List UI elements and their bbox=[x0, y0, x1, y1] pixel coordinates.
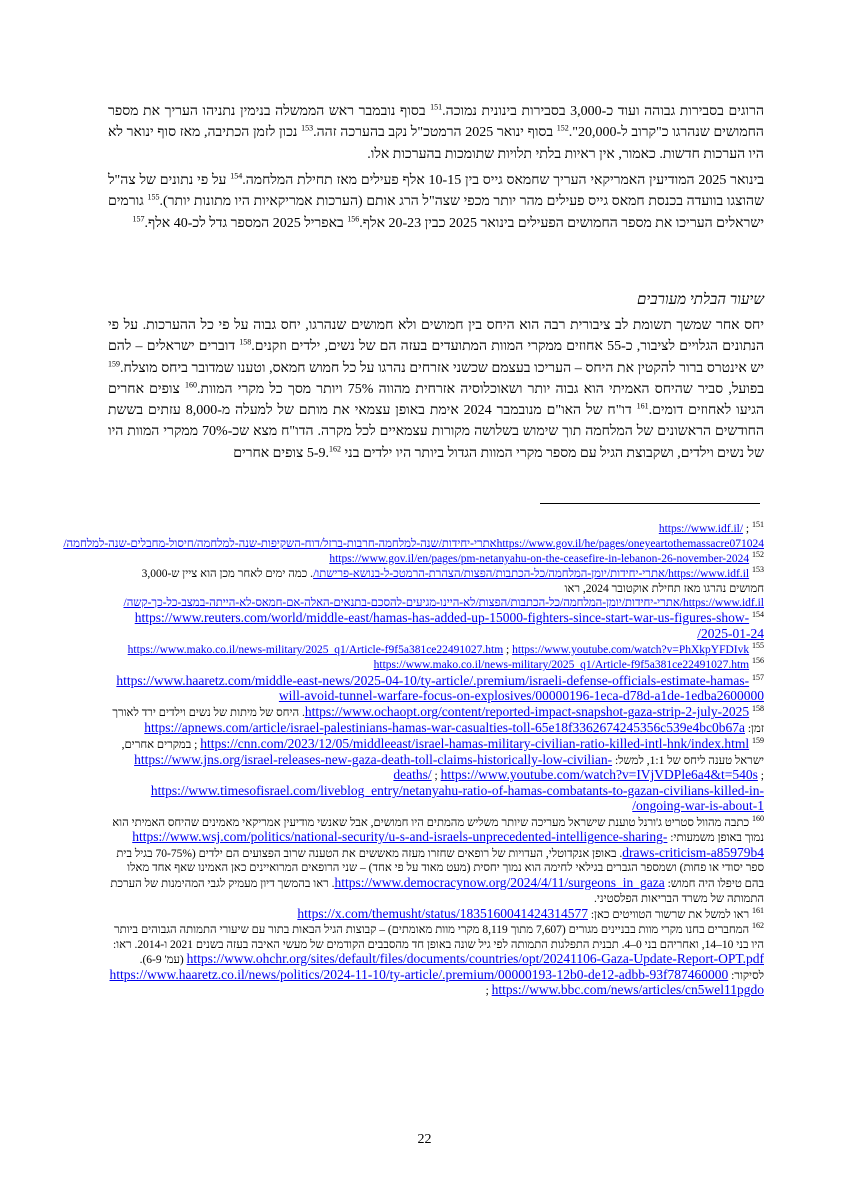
section-heading: שיעור הבלתי מעורבים bbox=[637, 292, 764, 308]
footnote-ref[interactable]: 161 bbox=[636, 401, 649, 411]
footnote-ref[interactable]: 160 bbox=[185, 380, 198, 390]
footnote-link[interactable]: https://www.haaretz.co.il/news/politics/2024-11-10/ty-article/.premium/00000193-12b0-de12-adbb-93f787460000 bbox=[109, 966, 729, 982]
footnote-link[interactable]: https://www.idf.il/ bbox=[664, 567, 750, 580]
footnote-text: (עמ' 6-9). לסיקור: bbox=[139, 954, 764, 982]
footnote-number: 154 bbox=[752, 610, 764, 620]
paragraph-text: בפועל, סביר שהיחס האמיתי הוא גבוה יותר ושאוכלוסיה אזרחית מהווה 75% ויותר מסך כל מקרי המוות. bbox=[197, 381, 764, 397]
footnote-text: ; bbox=[485, 985, 492, 998]
paragraph-text: בינואר 2025 המודיעין האמריקאי העריך שחמאס גייס בין 10-15 אלף פעילים מאז תחילת המלחמה. bbox=[242, 173, 764, 188]
footnote-number: 160 bbox=[752, 813, 764, 823]
footnote-number: 152 bbox=[752, 549, 764, 559]
footnote-text: ; bbox=[757, 770, 764, 783]
paragraph-text: צופים אחרים bbox=[233, 445, 307, 461]
footnote-number: 151 bbox=[752, 520, 764, 530]
footnote-link[interactable]: https://www.idf.il/ bbox=[658, 523, 744, 535]
footnote-link[interactable]: https://www.haaretz.com/middle-east-news/2025-04-10/ty-article/.premium/israeli-defense-officials-estimate-hamas-will-avoid-tunnel-warfare-focus-on-explosives/00000196-1eca-d78d-a1de-1edba2600000 bbox=[116, 672, 764, 704]
footnote-link[interactable]: אתרי-יחידות/שנה-למלחמה-חרבות-ברזל/דוח-השקיפות-שנה-למלחמה/חיסול-מחבלים-שנה-למלחמה/ bbox=[63, 537, 497, 550]
footnote-link[interactable]: https://www.democracynow.org/2024/4/11/surgeons_in_gaza bbox=[334, 875, 665, 890]
footnote-161 bbox=[108, 907, 764, 923]
footnote-153 bbox=[108, 567, 764, 611]
paragraph-text: על פי נתונים של צה"ל שהוצגו בוועדה בכנסת חמאס גייס פעילים מהר יותר מכפי שצה"ל הרג אותם (הערכות אמריקאיות היו מתונות יותר). bbox=[108, 173, 764, 210]
footnote-text: כתבה מהוול סטריט ג'ורנל טוענת שישראל מעריכה שיותר משליש מהמתים היו חמושים, אבל שאנשי מודיעין אמריקאי מאמינים שהיחס האמיתי הוא נמוך באופן משמעותי: bbox=[112, 816, 764, 845]
footnote-text: . היחס של מיתות של נשים וילדים ירד לאורך זמן: bbox=[112, 707, 764, 735]
footnote-number: 157 bbox=[752, 672, 764, 682]
footnote-number: 161 bbox=[752, 905, 764, 915]
paragraph-text: הרוגים בסבירות גבוהה ועוד כ-3,000 בסבירות בינונית נמוכה. bbox=[442, 104, 764, 119]
paragraph-text: באפריל 2025 המספר גדל לכ-40 אלף. bbox=[144, 215, 348, 231]
footnote-link[interactable]: https://www.wsj.com/politics/national-security/u-s-and-israels-unprecedented-intelligence-sharing-draws-criticism-a85979b4 bbox=[132, 829, 764, 860]
footnote-link[interactable]: https://apnews.com/article/israel-palestinians-hamas-war-casualties-toll-65e18f3362674245356c539e4bc0b67a bbox=[144, 719, 745, 735]
footnote-link[interactable]: https://www.mako.co.il/news-military/2025_q1/Article-f9f5a381ce22491027.htm bbox=[127, 644, 504, 657]
footnote-159 bbox=[108, 737, 764, 815]
paragraph-text: בסוף נובמבר ראש הממשלה בנימין נתניהו העריך את מספר החמושים שנהרגו כ"קרוב ל-20,000". bbox=[108, 104, 764, 141]
footnote-text: ; bbox=[431, 770, 441, 783]
footnote-151 bbox=[63, 520, 764, 551]
footnote-link[interactable]: אתרי-יחידות/יומן-המלחמה/כל-הכתבות/הפצות/לא-היינו-מגיעים-להסכם-בתנאים-האלה-אם-חמאס-לא-הייתה-במצב-כל-כך-קשה/ bbox=[123, 597, 680, 610]
paragraph-text: נכון לזמן הכתיבה, מאז סוף ינואר לא היו הערכות חדשות. כאמור, אין ראיות בלתי תלויות שתומכות בהערכות אלו. bbox=[108, 125, 764, 162]
footnote-157 bbox=[108, 674, 764, 705]
footnotes bbox=[63, 520, 764, 999]
paragraph-text: צופים אחרים הגיעו לאחוזים דומים. bbox=[108, 381, 764, 419]
footnote-154 bbox=[108, 611, 764, 642]
footnote-link[interactable]: https://www.ochaopt.org/content/reported-impact-snapshot-gaza-strip-2-july-2025 bbox=[304, 704, 750, 720]
footnote-number: 153 bbox=[752, 565, 764, 575]
footnote-text: ; במקרים אחרים, ישראל טענה ליחס של 1:1, למשל: bbox=[121, 739, 764, 767]
footnote-ref[interactable]: 158 bbox=[239, 337, 252, 347]
body-paragraph-3 bbox=[108, 315, 764, 464]
footnote-ref[interactable]: 155 bbox=[147, 192, 160, 202]
footnote-ref[interactable]: 153 bbox=[301, 123, 314, 133]
footnote-link[interactable]: אתרי-יחידות/יומן-המלחמה/כל-הכתבות/הפצות/הצהרת-הרמטכ-ל-בנושא-פרישתו/ bbox=[313, 567, 665, 580]
body-paragraph-2 bbox=[108, 170, 764, 234]
footnote-ref[interactable]: 154 bbox=[230, 171, 243, 181]
paragraph-text: יחס אחר שמשך תשומת לב ציבורית רבה הוא היחס בין חמושים ולא חמושים שנהרגו, יחס גבוה על פי כל ההערכות. על פי הנתונים הגלויים לציבור, כ-55 אחוזים ממקרי המוות המתועדים בעזה הם של נשים, ילדים וזקנים. bbox=[108, 318, 764, 355]
footnote-text: המחברים בחנו מקרי מוות בבניינים מגורים (7,607 מתוך 8,119 מקרי מוות מאומתים) – קבוצות הגיל הבאות בתור עם שיעורי התמותה הגבוהים ביותר היו בני 10–14, ואחריהם בני 0–4. תבנית התפלגות התמותה לפי גיל שונה באופן חד מהסבבים הקודמים של מעשי האיבה בעזה בשנים 2021 ו-2014. ראו: bbox=[112, 923, 764, 951]
paragraph-text: בסוף ינואר 2025 הרמטכ"ל נקב בהערכה זהה. bbox=[313, 125, 557, 141]
footnote-155 bbox=[108, 643, 764, 658]
footnote-divider bbox=[540, 503, 760, 504]
footnote-link[interactable]: https://www.idf.il/ bbox=[679, 597, 764, 610]
paragraph-text: גורמים ישראלים העריכו את מספר החמושים הפעילים בינואר 2025 כבין 20-23 אלף. bbox=[108, 194, 764, 231]
footnote-number: 155 bbox=[752, 641, 764, 651]
footnote-link[interactable]: https://www.youtube.com/watch?v=PhXkpYFDIvk bbox=[512, 644, 750, 657]
footnote-156 bbox=[108, 658, 764, 673]
footnote-text: ראו למשל את שרשור הטוויטים כאן: bbox=[587, 908, 750, 921]
footnote-ref[interactable]: 162 bbox=[329, 444, 342, 454]
footnote-ref[interactable]: 156 bbox=[347, 213, 360, 223]
footnote-ref[interactable]: 151 bbox=[430, 102, 443, 112]
footnote-162 bbox=[108, 923, 764, 999]
page-number: 22 bbox=[417, 1132, 432, 1147]
body-paragraph-1 bbox=[108, 101, 764, 165]
footnote-text: . ראו בהמשך דיון מעמיק לגבי המהימנות של הערכת התמותה של משרד הבריאות הפלסטיני. bbox=[110, 878, 764, 905]
footnote-text: . כמה ימים לאחר מכן הוא ציין ש-3,000 חמושים נהרגו מאז תחילת אוקטובר 2024, ראו bbox=[141, 567, 764, 595]
footnote-text: ; bbox=[743, 523, 750, 535]
footnote-link[interactable]: https://cnn.com/2023/12/05/middleeast/israel-hamas-military-civilian-ratio-killed-intl-hnk/index.html bbox=[200, 736, 750, 752]
footnote-link[interactable]: https://www.ohchr.org/sites/default/files/documents/countries/opt/20241106-Gaza-Update-Report-OPT.pdf bbox=[186, 951, 764, 967]
footnote-text: ; bbox=[503, 644, 513, 657]
footnote-link[interactable]: https://www.gov.il/he/pages/oneyeartothemassacre071024 bbox=[496, 537, 764, 550]
footnote-number: 156 bbox=[752, 656, 764, 666]
footnote-link[interactable]: https://www.gov.il/en/pages/pm-netanyahu-on-the-ceasefire-in-lebanon-26-november-2024 bbox=[329, 552, 750, 565]
footnote-link[interactable]: https://www.jns.org/israel-releases-new-gaza-death-toll-claims-historically-low-civilian-deaths/ bbox=[134, 751, 613, 783]
paragraph-text: דוברים ישראלים – להם יש אינטרס ברור להקטין את היחס – העריכו בעצמם שכשני אזרחים נהרגו על כל חמוש חמאס, וטענו שמדובר ביחס מוצלח. bbox=[108, 339, 764, 376]
footnote-ref[interactable]: 152 bbox=[556, 123, 569, 133]
footnote-link[interactable]: https://www.mako.co.il/news-military/2025_q1/Article-f9f5a381ce22491027.htm bbox=[373, 659, 750, 672]
footnote-link[interactable]: https://www.timesofisrael.com/liveblog_entry/netanyahu-ratio-of-hamas-combatants-to-gazan-civilians-killed-in-ongoing-war-is-about-1/ bbox=[150, 782, 764, 814]
footnote-ref[interactable]: 159 bbox=[108, 358, 120, 368]
footnote-158 bbox=[108, 705, 764, 736]
footnote-number: 162 bbox=[752, 921, 764, 931]
footnote-ref[interactable]: 157 bbox=[132, 213, 145, 223]
footnote-number: 158 bbox=[752, 704, 764, 714]
footnote-number: 159 bbox=[752, 736, 764, 746]
footnote-text: . באופן אנקדוטלי, העדויות של רופאים שחזרו מעזה מאששים את הטענה שרוב הפצועים הם ילדים (70-75% בגיל בית ספר יסודי או פחות) ושמספר הגברים בגילאי לחימה הוא נמוך יחסית (מעט מאוד על פי אחד) – שני הרופאים המרואיינים כאן האמינו שאף אחד מאלו בהם טיפלו היה חמוש: bbox=[116, 847, 764, 890]
paragraph-text: דו"ח של האו"ם מנובמבר 2024 אימת באופן עצמאי את מותם של למעלה מ-8,000 עזתים בששת החודשים הראשונים של המלחמה תוך שימוש בשלושה מקורות עצמאיים לכל מקרה. הדו"ח מצא שכ-70% ממקרי המוות היו של נשים וילדים, ושקבוצת הגיל עם מספר מקרי המוות הגדול ביותר היו ילדים בני 5-9. bbox=[108, 403, 764, 461]
footnote-160 bbox=[108, 813, 764, 907]
footnote-link[interactable]: https://www.youtube.com/watch?v=IVjVDPle6a4&t=540s bbox=[440, 767, 758, 783]
footnote-link[interactable]: https://www.reuters.com/world/middle-east/hamas-has-added-up-15000-fighters-since-start-war-us-figures-show-2025-01-24/ bbox=[134, 610, 764, 641]
footnote-link[interactable]: https://www.bbc.com/news/articles/cn5wel11pgdo bbox=[491, 982, 764, 998]
footnote-link[interactable]: https://x.com/themusht/status/1835160041424314577 bbox=[297, 905, 588, 921]
footnote-152 bbox=[108, 549, 764, 567]
